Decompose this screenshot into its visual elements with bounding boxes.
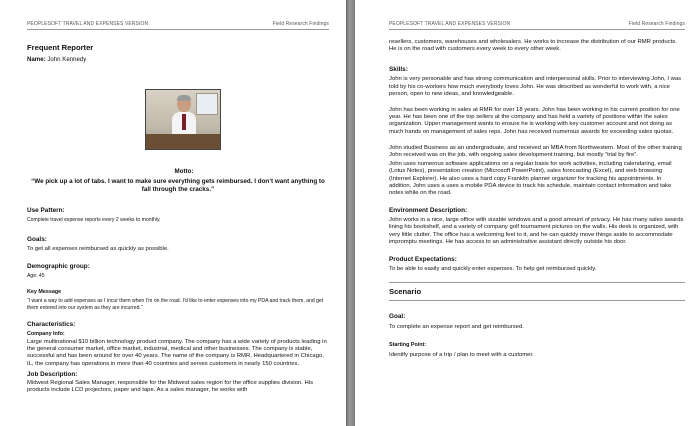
name-value: John Kennedy (47, 56, 87, 63)
job-description-text: Midwest Regional Sales Manager, responsible for the Midwest sales region for the office supplies division. His products include LCD projectors, paper and tape. As a sales manager, he works with (27, 379, 314, 394)
page-gutter (346, 0, 355, 426)
goals-heading: Goals: (27, 235, 47, 243)
name-row (27, 56, 329, 63)
skills-heading: Skills: (389, 66, 408, 74)
environment-text: John works in a nice, large office with sizable windows and a good amount of privacy. He has many sales awards lining his bookshelf, and a variety of company golf tournament pictures on the walls. His desk is organized, with very little clutter. The office has a welcoming feel to it, and he can quickly move things aside to accommodate impromptu meetings. He has access to an administrative assistant directly outside his door. (389, 217, 684, 245)
header-left-text: PEOPLESOFT TRAVEL AND EXPENSES VERSION (389, 21, 511, 27)
scenario-goal-heading: Goal: (389, 313, 406, 321)
header-right-text: Field Research Findings (628, 21, 685, 27)
job-description-continued: resellers, customers, warehouses and wholesalers. He works to increase the distribution of our RMR products. He is on the road with customers every week to every other week. (389, 39, 677, 53)
motto-text: “We pick up a lot of tabs. I want to make sure everything gets reimbursed. I don’t want anything to fall through the cracks.” (31, 178, 325, 193)
persona-photo (145, 89, 221, 150)
use-pattern-heading: Use Pattern: (27, 207, 65, 215)
skills-paragraph-1: John is very personable and has strong communication and interpersonal skills. Prior to interviewing John, I was told by his co-workers how much everybody loves John. He was described as wonderful to work with, a nice person, open to new ideas, and knowledgeable. (389, 76, 682, 97)
goals-text: To get all expenses reimbursed as quickly as possible. (27, 245, 169, 252)
header-left-text: PEOPLESOFT TRAVEL AND EXPENSES VERSION (27, 21, 149, 27)
key-message-text: “I want a way to add expenses as I incur them when I’m on the road. I’d like to enter expenses into my PDA and track them, and get them entered into our system as they are incurred.” (27, 298, 324, 311)
environment-heading: Environment Description: (389, 207, 468, 215)
skills-paragraph-2: John has been working in sales at RMR for over 18 years. John has been working in his current position for one year. He has been one of the top sellers at the company and has held a variety of positions within the sales organization. Upper management wants to ensure he is working with key customer account and not doing as much hands on management of sales reps. John has received numerous awards for exceeding sales quotas. (389, 107, 680, 135)
starting-point-text: Identify purpose of a trip / plan to meet with a customer. (389, 352, 534, 359)
skills-paragraph-3: John studied Business as an undergraduate, and received an MBA from Northwestern. Most of the other training John received was on the job, with ongoing sales development training, but mostly “trial by fire”. (389, 144, 682, 159)
company-info-text: Large multinational $10 billion technology product company. The company has a wide variety of products leading in the general consumer market, office market, industrial, medical and other businesses. The company is stable, successful and has been around for over 40 years. The name of the company is RMR. Headquartered in Chicago, IL, the company has operations in more than 40 countries and serves customers in nearly 150 countries. (27, 339, 327, 367)
use-pattern-text: Complete travel expense reports every 2 weeks to monthly. (27, 217, 161, 224)
job-description-heading: Job Description: (27, 370, 78, 378)
name-label: Name: (27, 56, 46, 63)
document-page-right (355, 0, 699, 426)
persona-title: Frequent Reporter (27, 43, 94, 52)
starting-point-heading: Starting Point: (389, 342, 427, 349)
scenario-goal-text: To complete an expense report and get reimbursed. (389, 324, 524, 331)
company-info-heading: Company Info: (27, 331, 65, 338)
key-message-heading: Key Message (27, 289, 62, 296)
skills-paragraph-4: John uses numerous software applications on a regular basis for work activities, including calendaring, email (Lotus Notes), presentation creation (Microsoft PowerPoint), sales forecasting (Excel), and web browsing (Internet Explorer). He also uses a hard copy Franklin planner organizer for tracking his appointments. In addition, John uses a uses a mobile PDA device to track his schedule, maintain contact information and take notes while on the road. (389, 161, 672, 197)
section-divider (389, 282, 685, 283)
document-page-left (0, 0, 346, 426)
motto-label: Motto: (174, 168, 194, 175)
product-expectations-heading: Product Expectations: (389, 256, 457, 264)
demographic-heading: Demographic group: (27, 262, 90, 270)
demographic-text: Age: 45 (27, 272, 45, 279)
page-header (389, 0, 685, 30)
header-right-text: Field Research Findings (272, 21, 329, 27)
product-expectations-text: To be able to easily and quickly enter expenses. To help get reimbursed quickly. (389, 266, 597, 273)
page-header (27, 0, 329, 30)
characteristics-heading: Characteristics: (27, 321, 76, 329)
scenario-heading: Scenario (389, 287, 422, 297)
section-divider (389, 300, 685, 301)
